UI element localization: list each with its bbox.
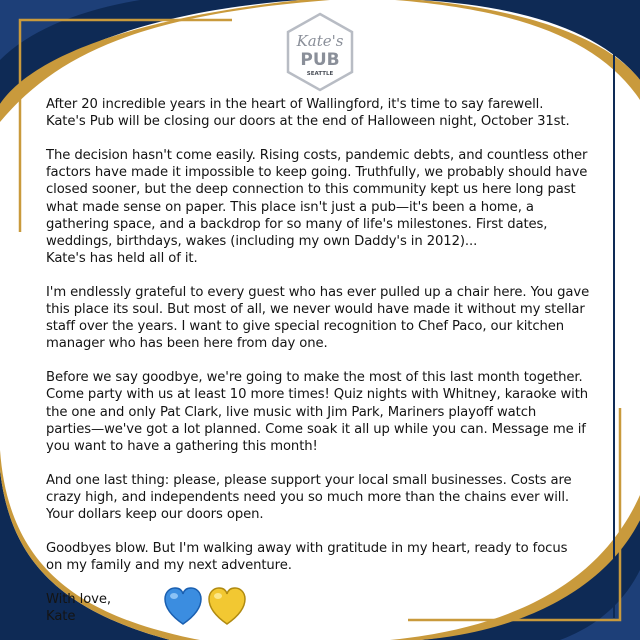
text-line: parties—we've got a lot planned. Come soak it all up while you can. Message me if: [46, 421, 586, 437]
hearts-emoji: [164, 587, 246, 627]
text-line: I'm endlessly grateful to every guest who has ever pulled up a chair here. You gave: [46, 284, 590, 300]
paragraph-goodbye: [46, 540, 620, 574]
text-line: staff over the years. I want to give special recognition to Chef Paco, our kitchen: [46, 319, 565, 335]
text-line: Kate's has held all of it.: [46, 251, 198, 267]
paragraph-last-month: [46, 369, 620, 455]
logo-name-text: Kate's: [296, 32, 344, 50]
paragraph-gratitude: [46, 284, 620, 353]
logo-pub-text: PUB: [300, 50, 340, 70]
paragraph-decision: [46, 147, 620, 267]
kates-pub-logo: [284, 12, 356, 92]
text-line: After 20 incredible years in the heart of Wallingford, it's time to say farewell.: [46, 97, 544, 112]
text-line: Before we say goodbye, we're going to make the most of this last month together.: [46, 370, 583, 386]
text-line: gathering space, and a backdrop for so many of life's milestones. First dates,: [46, 216, 548, 232]
text-line: Goodbyes blow. But I'm walking away with gratitude in my heart, ready to focus: [46, 540, 568, 556]
text-line: manager who has been here from day one.: [46, 336, 328, 352]
text-line: closed sooner, but the deep connection to this community kept us here long past: [46, 182, 576, 198]
text-line: factors have made it impossible to keep going. Truthfully, we probably should have: [46, 165, 588, 181]
text-line: what made sense on paper. This place isn't just a pub—it's been a home, a: [46, 199, 534, 215]
text-line: crazy high, and independents need you so much more than the chains ever will.: [46, 489, 569, 505]
text-line: Your dollars keep our doors open.: [46, 507, 264, 523]
text-line: The decision hasn't come easily. Rising costs, pandemic debts, and countless other: [46, 147, 588, 163]
blue-heart-icon: [165, 588, 201, 624]
paragraph-announcement: [46, 96, 620, 130]
text-line: weddings, birthdays, wakes (including my own Daddy's in 2012)...: [46, 233, 478, 249]
farewell-letter: [46, 96, 620, 625]
text-line: the one and only Pat Clark, live music with Jim Park, Mariners playoff watch: [46, 404, 537, 420]
text-line: Come party with us at least 10 more times! Quiz nights with Whitney, karaoke with: [46, 387, 589, 403]
yellow-heart-icon: [209, 588, 245, 624]
text-line: And one last thing: please, please support your local small businesses. Costs are: [46, 472, 572, 488]
signoff: [46, 591, 620, 625]
text-line: Kate's Pub will be closing our doors at the end of Halloween night, October 31st.: [46, 114, 570, 130]
signoff-name: Kate: [46, 608, 76, 624]
text-line: you want to have a gathering this month!: [46, 438, 318, 454]
paragraph-support-local: [46, 472, 620, 524]
text-line: on my family and my next adventure.: [46, 557, 292, 573]
logo-city-text: SEATTLE: [306, 71, 334, 77]
signoff-closing: With love,: [46, 591, 111, 607]
text-line: this place its soul. But most of all, we never would have made it without my stellar: [46, 302, 585, 318]
